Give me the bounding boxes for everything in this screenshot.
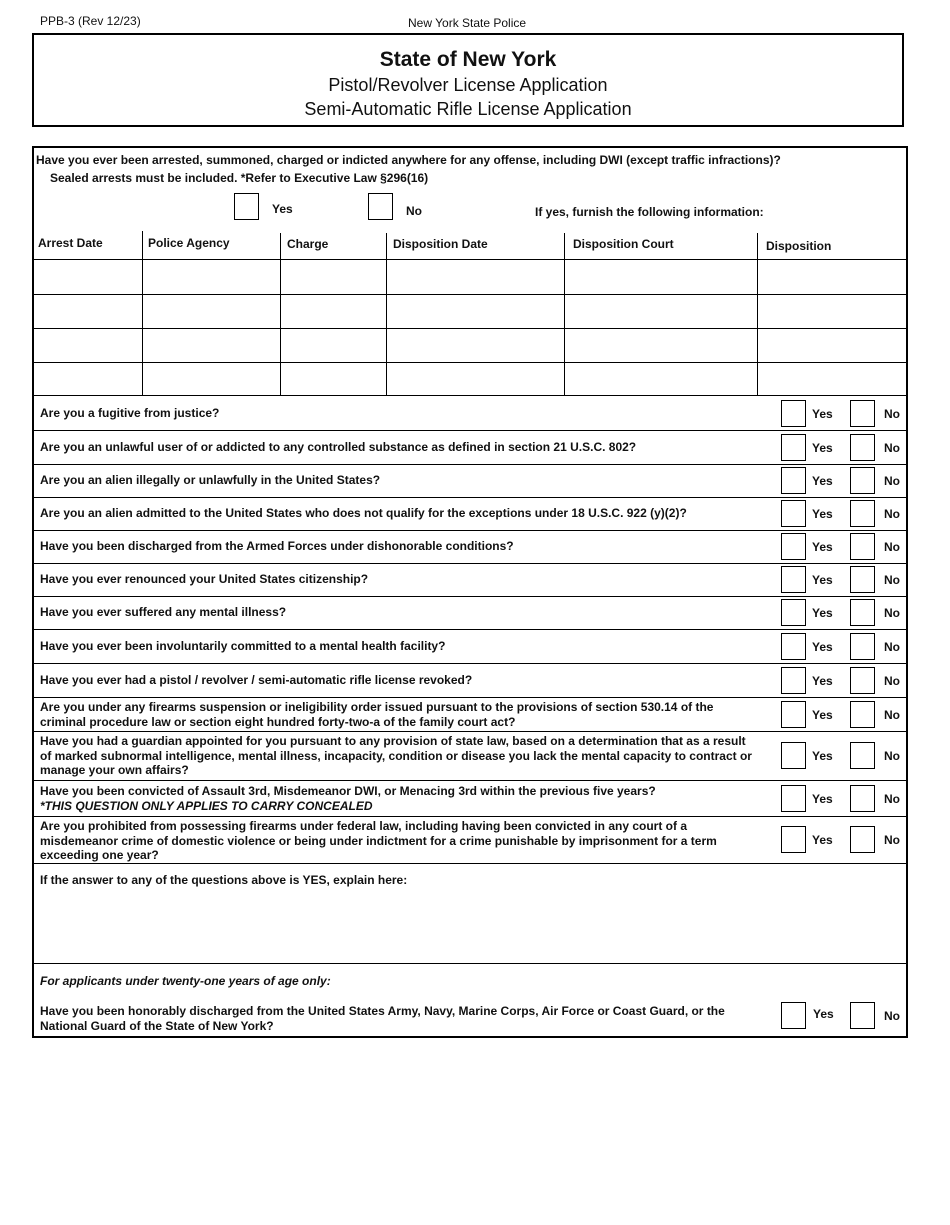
- yes-label: Yes: [812, 674, 833, 688]
- row-divider: [33, 596, 906, 597]
- explain-label: If the answer to any of the questions above is YES, explain here:: [40, 873, 408, 887]
- no-checkbox[interactable]: [850, 533, 875, 560]
- row-divider: [33, 464, 906, 465]
- question-text: [40, 700, 780, 729]
- arrest-no-checkbox[interactable]: [368, 193, 393, 220]
- arrest-yes-checkbox[interactable]: [234, 193, 259, 220]
- question-line: exceeding one year?: [40, 848, 159, 862]
- col-police-agency: Police Agency: [148, 236, 230, 250]
- row-divider: [33, 663, 906, 664]
- question-line: Have you ever had a pistol / revolver / semi-automatic rifle license revoked?: [40, 673, 473, 687]
- row-divider: [33, 816, 906, 817]
- question-text: [40, 673, 780, 688]
- yes-checkbox[interactable]: [781, 434, 806, 461]
- table-divider: [280, 233, 281, 395]
- form-id: PPB-3 (Rev 12/23): [40, 14, 141, 28]
- col-disposition-court: Disposition Court: [573, 237, 674, 251]
- no-label: No: [884, 441, 900, 455]
- row-divider: [33, 780, 906, 781]
- table-row-line: [33, 259, 906, 260]
- subtitle-pistol: Pistol/Revolver License Application: [328, 75, 608, 95]
- question-text: [40, 572, 780, 587]
- under21-yes-label: Yes: [813, 1007, 834, 1021]
- no-label: No: [884, 606, 900, 620]
- yes-label: Yes: [812, 708, 833, 722]
- no-checkbox[interactable]: [850, 701, 875, 728]
- page-title: State of New York: [379, 48, 557, 71]
- yes-label: Yes: [812, 792, 833, 806]
- table-row-line: [33, 328, 906, 329]
- question-line: Have you been discharged from the Armed Forces under dishonorable conditions?: [40, 539, 514, 553]
- col-charge: Charge: [287, 237, 329, 251]
- question-line: Have you been convicted of Assault 3rd, Misdemeanor DWI, or Menacing 3rd within the previous five years?: [40, 784, 656, 798]
- question-line: Have you ever been involuntarily committed to a mental health facility?: [40, 639, 446, 653]
- row-divider: [33, 697, 906, 698]
- question-text: [40, 539, 780, 554]
- agency-name: New York State Police: [408, 16, 527, 30]
- yes-label: Yes: [812, 507, 833, 521]
- under21-yes-checkbox[interactable]: [781, 1002, 806, 1029]
- arrest-instruction: If yes, furnish the following information:: [535, 205, 764, 219]
- table-bottom-line: [33, 395, 906, 396]
- no-checkbox[interactable]: [850, 742, 875, 769]
- row-divider: [33, 863, 906, 864]
- question-line: misdemeanor crime of domestic violence or being under indictment for a crime punishable by imprisonment for a term: [40, 833, 717, 848]
- arrest-no-label: No: [406, 204, 422, 218]
- no-checkbox[interactable]: [850, 400, 875, 427]
- table-row-line: [33, 294, 906, 295]
- question-line: Are you an alien admitted to the United States who does not qualify for the exceptions under 18 U.S.C. 922 (y)(2)?: [40, 506, 687, 520]
- table-divider: [386, 233, 387, 395]
- no-label: No: [884, 792, 900, 806]
- question-text: [40, 784, 780, 813]
- yes-label: Yes: [812, 833, 833, 847]
- yes-checkbox[interactable]: [781, 467, 806, 494]
- no-checkbox[interactable]: [850, 566, 875, 593]
- no-label: No: [884, 540, 900, 554]
- question-line: Have you had a guardian appointed for you pursuant to any provision of state law, based on a determination that as a result: [40, 734, 746, 748]
- row-divider: [33, 430, 906, 431]
- yes-checkbox[interactable]: [781, 667, 806, 694]
- yes-checkbox[interactable]: [781, 742, 806, 769]
- question-line: criminal procedure law or section eight hundred forty-two-a of the family court act?: [40, 714, 516, 729]
- question-text: [40, 734, 780, 778]
- under21-no-checkbox[interactable]: [850, 1002, 875, 1029]
- no-checkbox[interactable]: [850, 826, 875, 853]
- question-line: Are you an alien illegally or unlawfully in the United States?: [40, 473, 381, 487]
- yes-checkbox[interactable]: [781, 566, 806, 593]
- yes-checkbox[interactable]: [781, 826, 806, 853]
- question-line: Have you ever renounced your United States citizenship?: [40, 572, 369, 586]
- no-checkbox[interactable]: [850, 599, 875, 626]
- yes-checkbox[interactable]: [781, 599, 806, 626]
- section-divider: [33, 963, 906, 964]
- subtitle-rifle: Semi-Automatic Rifle License Application: [304, 99, 632, 119]
- question-line: of marked subnormal intelligence, mental illness, incapacity, condition or disease you lack the mental capacity to contract or: [40, 748, 752, 763]
- question-line: Are you prohibited from possessing firearms under federal law, including having been convicted in any court of a: [40, 819, 688, 833]
- under21-question-line: Have you been honorably discharged from the United States Army, Navy, Marine Corps, Air Force or Coast Guard, or the: [40, 1004, 725, 1018]
- explain-input[interactable]: [40, 890, 900, 960]
- no-label: No: [884, 833, 900, 847]
- question-text: [40, 639, 780, 654]
- no-checkbox[interactable]: [850, 633, 875, 660]
- table-divider: [142, 231, 143, 395]
- arrest-yes-label: Yes: [272, 202, 293, 216]
- yes-checkbox[interactable]: [781, 400, 806, 427]
- question-text: [40, 440, 780, 455]
- no-label: No: [884, 507, 900, 521]
- yes-checkbox[interactable]: [781, 633, 806, 660]
- no-label: No: [884, 749, 900, 763]
- table-divider: [564, 233, 565, 395]
- question-line: Are you under any firearms suspension or ineligibility order issued pursuant to the provisions of section 530.14 of the: [40, 700, 714, 714]
- yes-label: Yes: [812, 407, 833, 421]
- question-text: [40, 819, 780, 863]
- question-line: manage your own affairs?: [40, 763, 189, 777]
- question-text: [40, 506, 780, 521]
- question-text: [40, 406, 780, 421]
- yes-label: Yes: [812, 540, 833, 554]
- under21-no-label: No: [884, 1009, 900, 1023]
- under21-question: [40, 1004, 780, 1033]
- question-note: *THIS QUESTION ONLY APPLIES TO CARRY CONCEALED: [40, 798, 373, 813]
- row-divider: [33, 530, 906, 531]
- yes-label: Yes: [812, 441, 833, 455]
- no-label: No: [884, 708, 900, 722]
- title-box: [32, 33, 904, 127]
- no-checkbox[interactable]: [850, 500, 875, 527]
- no-checkbox[interactable]: [850, 785, 875, 812]
- row-divider: [33, 497, 906, 498]
- no-label: No: [884, 474, 900, 488]
- arrest-note: Sealed arrests must be included. *Refer to Executive Law §296(16): [50, 171, 429, 185]
- question-line: Have you ever suffered any mental illness?: [40, 605, 287, 619]
- no-checkbox[interactable]: [850, 434, 875, 461]
- yes-label: Yes: [812, 606, 833, 620]
- col-disposition-date: Disposition Date: [393, 237, 488, 251]
- under21-heading: For applicants under twenty-one years of age only:: [40, 974, 331, 988]
- table-divider: [757, 233, 758, 395]
- yes-label: Yes: [812, 749, 833, 763]
- yes-checkbox[interactable]: [781, 533, 806, 560]
- question-text: [40, 473, 780, 488]
- no-label: No: [884, 407, 900, 421]
- no-label: No: [884, 573, 900, 587]
- yes-checkbox[interactable]: [781, 701, 806, 728]
- col-arrest-date: Arrest Date: [38, 236, 103, 250]
- yes-label: Yes: [812, 573, 833, 587]
- no-checkbox[interactable]: [850, 467, 875, 494]
- row-divider: [33, 563, 906, 564]
- row-divider: [33, 629, 906, 630]
- no-label: No: [884, 674, 900, 688]
- col-disposition: Disposition: [766, 239, 832, 253]
- question-line: Are you a fugitive from justice?: [40, 406, 220, 420]
- no-checkbox[interactable]: [850, 667, 875, 694]
- arrest-question: Have you ever been arrested, summoned, charged or indicted anywhere for any offense, including DWI (except traffic infractions)?: [36, 153, 781, 167]
- yes-label: Yes: [812, 640, 833, 654]
- yes-checkbox[interactable]: [781, 500, 806, 527]
- question-line: Are you an unlawful user of or addicted to any controlled substance as defined in section 21 U.S.C. 802?: [40, 440, 637, 454]
- row-divider: [33, 731, 906, 732]
- no-label: No: [884, 640, 900, 654]
- under21-question-line: National Guard of the State of New York?: [40, 1018, 274, 1033]
- yes-label: Yes: [812, 474, 833, 488]
- question-text: [40, 605, 780, 620]
- yes-checkbox[interactable]: [781, 785, 806, 812]
- table-row-line: [33, 362, 906, 363]
